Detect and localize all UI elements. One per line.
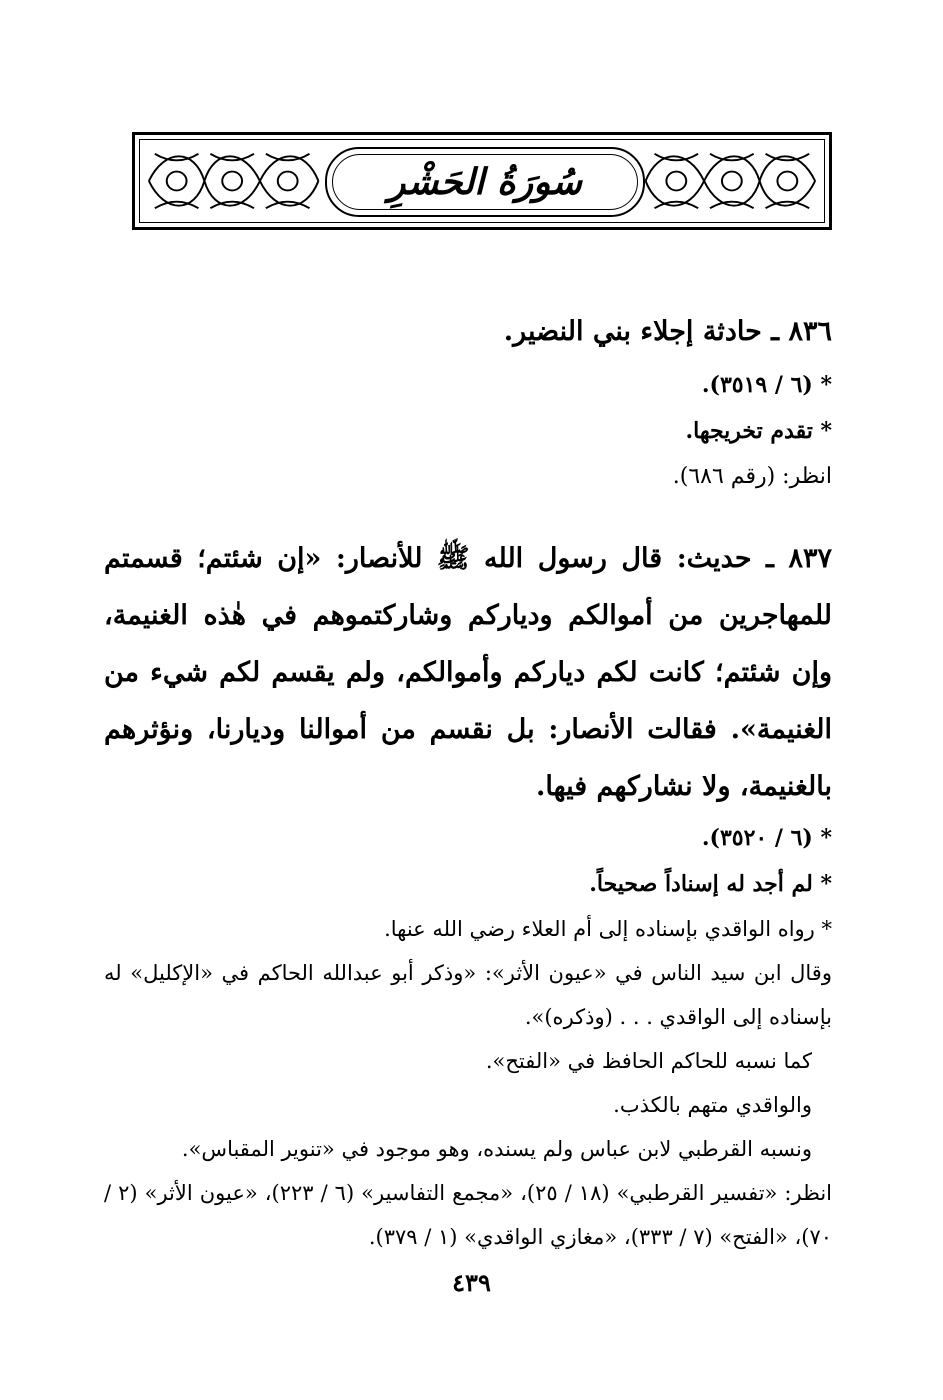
- surah-header-banner: [132, 132, 832, 230]
- note-line: وقال ابن سيد الناس في «عيون الأثر»: «وذكر أبو عبدالله الحاكم في «الإكليل» له بإسناده إلى الواقدي . . . (وذكره)».: [104, 961, 832, 1029]
- entry-836: [104, 302, 832, 500]
- entry-title: ٨٣٦ ـ حادثة إجلاء بني النضير.: [503, 316, 832, 347]
- reference-line: * (٦ / ٣٥٢٠).: [701, 825, 832, 851]
- note-line: كما نسبه للحاكم الحافظ في «الفتح».: [485, 1049, 812, 1073]
- note-line: انظر: «تفسير القرطبي» (١٨ / ٢٥)، «مجمع التفاسير» (٦ / ٢٢٣)، «عيون الأثر» (٢ / ٧٠)، «الفتح» (٧ / ٣٣٣)، «مغازي الواقدي» (١ / ٣٧٩).: [104, 1181, 832, 1249]
- entry-837: [104, 530, 832, 1259]
- surah-title: سُورَةُ الحَشْرِ: [388, 161, 582, 203]
- note-line: * رواه الواقدي بإسناده إلى أم العلاء رضي الله عنها.: [384, 917, 832, 941]
- page-number: ٤٣٩: [452, 1268, 491, 1297]
- note-line: ونسبه القرطبي لابن عباس ولم يسنده، وهو موجود في «تنوير المقباس».: [181, 1137, 812, 1161]
- verdict-line: * لم أجد له إسناداً صحيحاً.: [589, 871, 832, 897]
- hadith-text: ٨٣٧ ـ حديث: قال رسول الله ﷺ للأنصار: «إن شئتم؛ قسمتم للمهاجرين من أموالكم ودياركم وشاركتموهم في هٰذه الغنيمة، وإن شئتم؛ كانت لكم دياركم وأموالكم، ولم يقسم لكم شيء من الغنيمة». فقالت الأنصار: بل نقسم من أموالنا وديارنا، ونؤثرهم بالغنيمة، ولا نشاركهم فيها.: [104, 543, 832, 802]
- verdict-line: * تقدم تخريجها.: [685, 418, 832, 444]
- reference-line: * (٦ / ٣٥١٩).: [701, 372, 832, 398]
- page-content: [104, 302, 832, 1259]
- see-also-line: انظر: (رقم ٦٨٦).: [672, 464, 832, 489]
- surah-title-cartouche: [325, 147, 645, 217]
- note-line: والواقدي متهم بالكذب.: [613, 1093, 812, 1117]
